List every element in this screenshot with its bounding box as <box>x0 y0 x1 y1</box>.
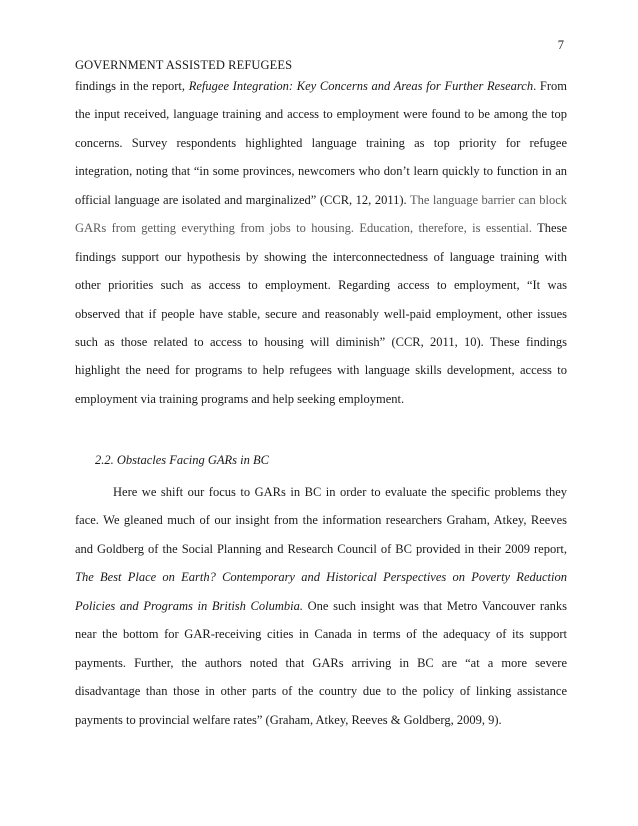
paragraph-line: highlight the need for programs to help refugees with language skills development, access to <box>75 363 567 378</box>
paragraph-line: disadvantage than those in other parts of the country due to the policy of linking assistance <box>75 684 567 699</box>
highlighted-text: GARs from getting everything from jobs to housing. Education, therefore, is essential. <box>75 221 532 236</box>
paragraph-line: payments to provincial welfare rates” (Graham, Atkey, Reeves & Goldberg, 2009, 9). <box>75 712 502 727</box>
paragraph-line: the input received, language training and access to employment were found to be among the top <box>75 107 567 122</box>
paragraph-line: such as those related to access to housing will diminish” (CCR, 2011, 10). These findings <box>75 334 567 349</box>
section-heading: 2.2. Obstacles Facing GARs in BC <box>95 453 269 467</box>
paragraph-line: Policies and Programs in British Columbia. One such insight was that Metro Vancouver ranks <box>75 598 567 613</box>
paragraph-line: GARs from getting everything from jobs to housing. Education, therefore, is essential. These <box>75 221 567 236</box>
paragraph-line: other priorities such as access to employment. Regarding access to employment, “It was <box>75 278 567 293</box>
page-number: 7 <box>557 38 564 52</box>
report-title: The Best Place on Earth? Contemporary and Historical Perspectives on Poverty Reduction <box>75 570 567 585</box>
report-title: Refugee Integration: Key Concerns and Areas for Further Research <box>188 79 534 93</box>
paragraph-line: official language are isolated and marginalized” (CCR, 12, 2011). The language barrier can block <box>75 192 567 207</box>
paragraph-line: findings in the report, Refugee Integration: Key Concerns and Areas for Further Research. From <box>75 79 567 93</box>
paragraph-line: employment via training programs and help seeking employment. <box>75 391 405 406</box>
running-head: GOVERNMENT ASSISTED REFUGEES <box>75 58 293 72</box>
paragraph-findings <box>75 72 567 413</box>
paragraph-line: near the bottom for GAR-receiving cities in Canada in terms of the adequacy of its support <box>75 627 567 642</box>
paragraph-line <box>75 563 567 591</box>
paragraph-line: concerns. Survey respondents highlighted language training as top priority for refugee <box>75 135 567 150</box>
paragraph-line: findings support our hypothesis by showing the interconnectedness of language training with <box>75 249 567 264</box>
paragraph-line: and Goldberg of the Social Planning and Research Council of BC provided in their 2009 report, <box>75 541 567 556</box>
paragraph-line: observed that if people have stable, secure and reasonably well-paid employment, other issues <box>75 306 567 321</box>
report-title: Policies and Programs in British Columbia. <box>75 598 303 613</box>
paragraph-line: payments. Further, the authors noted that GARs arriving in BC are “at a more severe <box>75 655 567 670</box>
paragraph-line: face. We gleaned much of our insight from the information researchers Graham, Atkey, Reeves <box>75 513 567 528</box>
paragraph-line: integration, noting that “in some provinces, newcomers who don’t learn quickly to function in an <box>75 164 567 179</box>
highlighted-text: The language barrier can block <box>409 192 567 207</box>
paragraph-obstacles <box>75 478 567 734</box>
paragraph-line: Here we shift our focus to GARs in BC in order to evaluate the specific problems they <box>113 485 567 499</box>
